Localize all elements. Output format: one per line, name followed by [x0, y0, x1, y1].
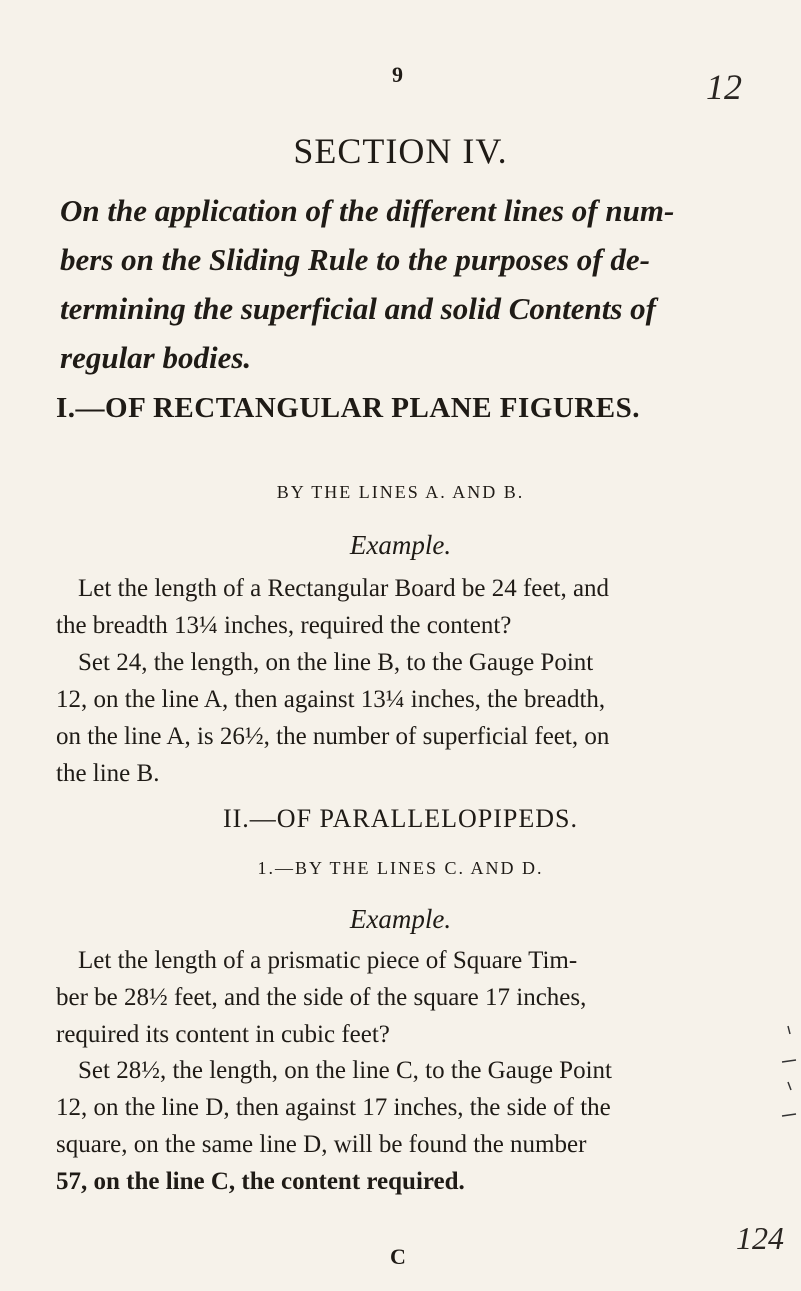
part1-byline: BY THE LINES A. AND B.	[276, 482, 525, 502]
margin-note-bottom: 124	[736, 1220, 784, 1256]
text-line: the line B.	[56, 760, 160, 787]
part2-paragraph-2	[56, 1052, 756, 1200]
text-line: 57, on the line C, the content required.	[56, 1168, 465, 1195]
page-number: 9	[392, 62, 403, 87]
part1-paragraph-2	[56, 644, 756, 792]
text-line: square, on the same line D, will be found the number	[56, 1131, 587, 1158]
margin-pencil-marks	[780, 1020, 798, 1140]
part2-byline: 1.—BY THE LINES C. AND D.	[257, 858, 544, 878]
text-line: required its content in cubic feet?	[56, 1021, 390, 1048]
part1-paragraph-1	[56, 570, 756, 644]
signature-mark: C	[390, 1244, 406, 1269]
text-line: the breadth 13¼ inches, required the content?	[56, 612, 512, 639]
part2-example-label: Example.	[349, 904, 452, 934]
text-line: ber be 28½ feet, and the side of the square 17 inches,	[56, 984, 587, 1011]
text-line: 12, on the line D, then against 17 inches, the side of the	[56, 1094, 611, 1121]
part1-example-label: Example.	[349, 530, 452, 560]
part1-heading: I.—OF RECTANGULAR PLANE FIGURES.	[56, 392, 640, 424]
text-line: on the line A, is 26½, the number of superficial feet, on	[56, 723, 610, 750]
text-line: 12, on the line A, then against 13¼ inches, the breadth,	[56, 686, 606, 713]
text-line: Set 24, the length, on the line B, to the Gauge Point	[78, 649, 594, 676]
text-line: Set 28½, the length, on the line C, to the Gauge Point	[78, 1057, 612, 1084]
subtitle-line: bers on the Sliding Rule to the purposes of de-	[60, 242, 650, 277]
section-subtitle	[60, 186, 760, 382]
part2-paragraph-1	[56, 942, 756, 1053]
part2-heading: II.—OF PARALLELOPIPEDS.	[222, 804, 579, 833]
margin-note-top: 12	[706, 67, 742, 107]
subtitle-line: termining the superficial and solid Contents of	[60, 291, 656, 326]
subtitle-line: On the application of the different lines of num-	[60, 193, 675, 228]
subtitle-line: regular bodies.	[60, 340, 252, 375]
text-line: Let the length of a prismatic piece of Square Tim-	[78, 947, 578, 974]
section-title: SECTION IV.	[293, 131, 508, 171]
text-line: Let the length of a Rectangular Board be 24 feet, and	[78, 575, 610, 602]
